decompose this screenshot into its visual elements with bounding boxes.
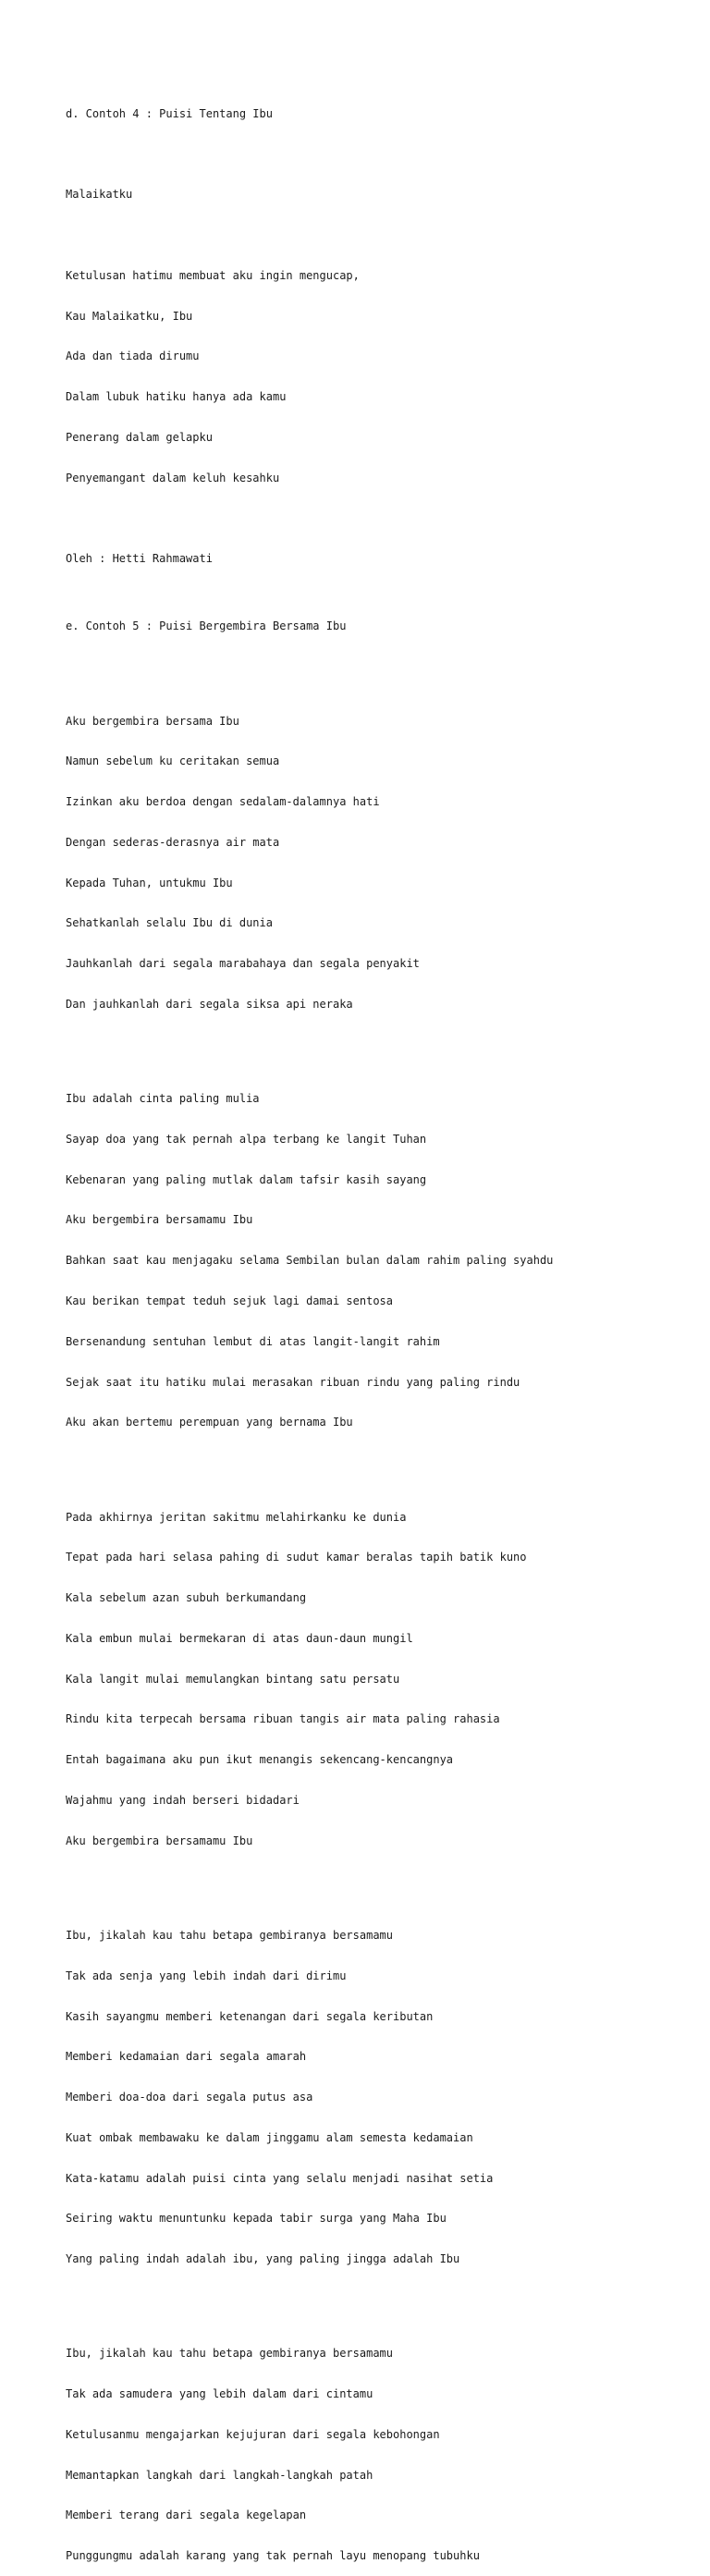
poem-line: Rindu kita terpecah bersama ribuan tangis air mata paling rahasia <box>66 1712 500 1726</box>
poem-line: Dengan sederas-derasnya air mata <box>66 835 280 849</box>
poem-line: Entah bagaimana aku pun ikut menangis sekencang-kencangnya <box>66 1753 454 1767</box>
poem-line: Ibu, jikalah kau tahu betapa gembiranya bersamamu <box>66 1928 394 1942</box>
poem-line: Kau berikan tempat teduh sejuk lagi damai sentosa <box>66 1294 394 1308</box>
blank-line <box>66 1875 694 1889</box>
poem-line: Memberi terang dari segala kegelapan <box>66 2509 307 2522</box>
blank-line <box>66 228 694 242</box>
blank-line <box>66 148 694 162</box>
poem-line: Penerang dalam gelapku <box>66 431 213 445</box>
blank-line <box>66 1456 694 1470</box>
poem-line: Sehatkanlah selalu Ibu di dunia <box>66 916 273 930</box>
poem-line: Yang paling indah adalah ibu, yang paling jingga adalah Ibu <box>66 2252 460 2266</box>
blank-line <box>66 660 694 674</box>
poem-line: Memberi doa-doa dari segala putus asa <box>66 2091 313 2104</box>
poem-line: Izinkan aku berdoa dengan sedalam-dalamnya hati <box>66 795 380 809</box>
poem-line: Dan jauhkanlah dari segala siksa api neraka <box>66 997 353 1011</box>
poem-line: Jauhkanlah dari segala marabahaya dan segala penyakit <box>66 957 420 971</box>
poem-line: Ketulusan hatimu membuat aku ingin mengucap, <box>66 268 360 282</box>
blank-line <box>66 1038 694 1052</box>
poem-line: Sayap doa yang tak pernah alpa terbang ke langit Tuhan <box>66 1132 427 1146</box>
poem-line: Ibu, jikalah kau tahu betapa gembiranya bersamamu <box>66 2347 394 2361</box>
document-body <box>66 67 694 2576</box>
poem-line: Kala embun mulai bermekaran di atas daun-daun mungil <box>66 1631 413 1645</box>
poem-line: Bersenandung sentuhan lembut di atas langit-langit rahim <box>66 1334 440 1348</box>
poem-line: Seiring waktu menuntunku kepada tabir surga yang Maha Ibu <box>66 2212 447 2226</box>
poem-line: Kala langit mulai memulangkan bintang satu persatu <box>66 1672 400 1686</box>
section-heading-5: e. Contoh 5 : Puisi Bergembira Bersama Ibu <box>66 619 347 633</box>
poem-line: Sejak saat itu hatiku mulai merasakan ribuan rindu yang paling rindu <box>66 1375 520 1389</box>
poem-line: Aku akan bertemu perempuan yang bernama Ibu <box>66 1416 353 1429</box>
poem-line: Aku bergembira bersama Ibu <box>66 714 239 728</box>
poem-line: Ketulusanmu mengajarkan kejujuran dari segala kebohongan <box>66 2427 440 2441</box>
poem-line: Kepada Tuhan, untukmu Ibu <box>66 876 233 889</box>
blank-line <box>66 512 694 526</box>
poem-line: Ibu adalah cinta paling mulia <box>66 1092 260 1106</box>
poem-author: Oleh : Hetti Rahmawati <box>66 552 213 566</box>
poem-line: Punggungmu adalah karang yang tak pernah layu menopang tubuhku <box>66 2549 480 2563</box>
poem-line: Tak ada senja yang lebih indah dari dirimu <box>66 1969 347 1982</box>
poem-line: Tak ada samudera yang lebih dalam dari cintamu <box>66 2387 373 2401</box>
poem-line: Aku bergembira bersamamu Ibu <box>66 1213 253 1227</box>
blank-line <box>66 2293 694 2307</box>
section-heading-4: d. Contoh 4 : Puisi Tentang Ibu <box>66 106 273 120</box>
poem-line: Kau Malaikatku, Ibu <box>66 309 193 323</box>
poem-line: Tepat pada hari selasa pahing di sudut kamar beralas tapih batik kuno <box>66 1551 527 1564</box>
poem-line: Kebenaran yang paling mutlak dalam tafsir kasih sayang <box>66 1172 427 1186</box>
poem-line: Memantapkan langkah dari langkah-langkah patah <box>66 2468 373 2482</box>
poem-line: Kata-katamu adalah puisi cinta yang selalu menjadi nasihat setia <box>66 2171 494 2185</box>
poem-title-malaikatku: Malaikatku <box>66 188 133 202</box>
poem-line: Wajahmu yang indah berseri bidadari <box>66 1794 300 1807</box>
poem-line: Pada akhirnya jeritan sakitmu melahirkanku ke dunia <box>66 1510 407 1524</box>
poem-line: Namun sebelum ku ceritakan semua <box>66 754 280 768</box>
poem-line: Penyemangant dalam keluh kesahku <box>66 471 280 485</box>
poem-line: Memberi kedamaian dari segala amarah <box>66 2050 307 2064</box>
poem-line: Kala sebelum azan subuh berkumandang <box>66 1591 307 1605</box>
poem-line: Aku bergembira bersamamu Ibu <box>66 1834 253 1847</box>
poem-line: Ada dan tiada dirumu <box>66 350 200 363</box>
poem-line: Bahkan saat kau menjagaku selama Sembilan bulan dalam rahim paling syahdu <box>66 1254 554 1268</box>
poem-line: Kuat ombak membawaku ke dalam jinggamu alam semesta kedamaian <box>66 2130 473 2144</box>
poem-line: Dalam lubuk hatiku hanya ada kamu <box>66 390 287 404</box>
poem-line: Kasih sayangmu memberi ketenangan dari segala keributan <box>66 2009 434 2023</box>
